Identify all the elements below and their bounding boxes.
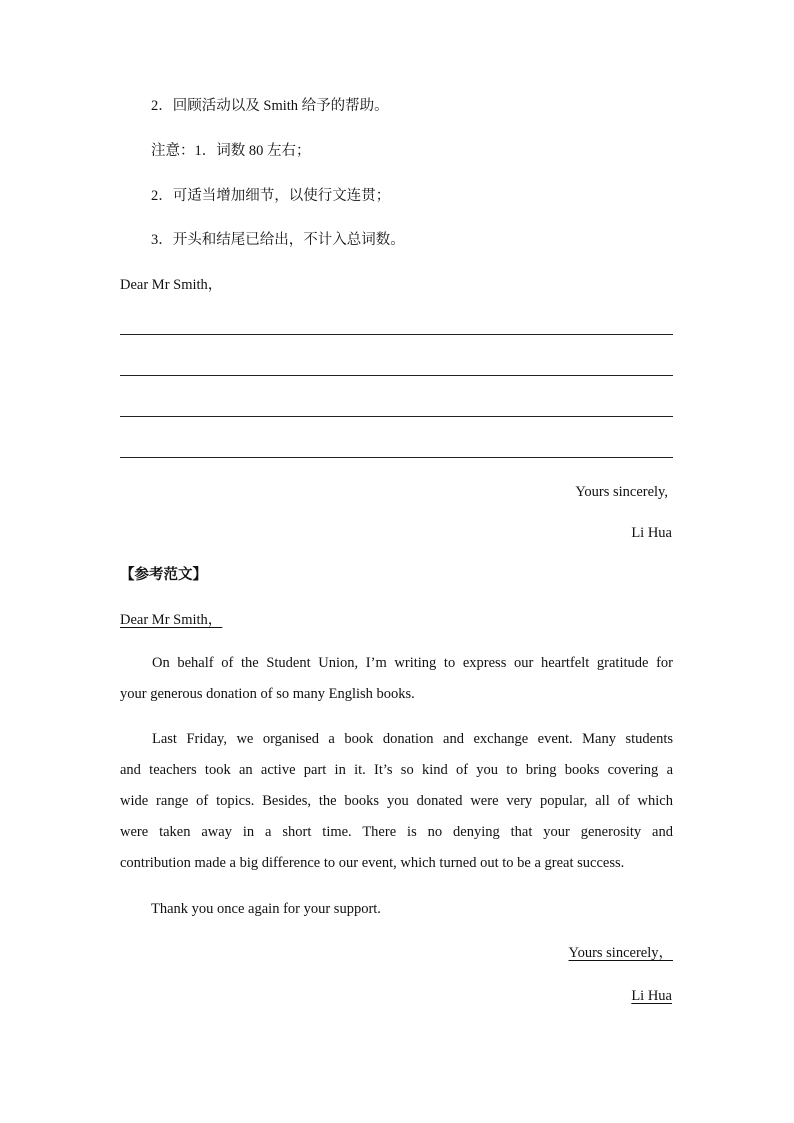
note-add-details: 2．可适当增加细节，以使行文连贯； bbox=[151, 188, 391, 204]
writing-line-4 bbox=[120, 457, 673, 458]
writing-line-1 bbox=[120, 334, 673, 335]
note-word-count: 注意：1．词数 80 左右； bbox=[151, 143, 311, 159]
writing-line-3 bbox=[120, 416, 673, 417]
reference-paragraph-1 bbox=[120, 648, 673, 710]
paragraph-line: contribution made a big difference to our event, which turned out to be a great success. bbox=[120, 855, 625, 871]
reference-paragraph-3: Thank you once again for your support. bbox=[151, 901, 381, 917]
paragraph-line: and teachers took an active part in it. It’s so kind of you to bring books covering a bbox=[120, 762, 673, 778]
template-signature: Li Hua bbox=[631, 525, 672, 541]
paragraph-line: wide range of topics. Besides, the books you donated were very popular, all of which bbox=[120, 793, 673, 809]
paragraph-line: your generous donation of so many English books. bbox=[120, 686, 415, 702]
paragraph-line: On behalf of the Student Union, I’m writing to express our heartfelt gratitude for bbox=[152, 655, 673, 671]
paragraph-line: Last Friday, we organised a book donation and exchange event. Many students bbox=[152, 731, 673, 747]
reference-greeting: Dear Mr Smith， bbox=[120, 612, 223, 628]
reference-signature: Li Hua bbox=[631, 988, 672, 1004]
writing-line-2 bbox=[120, 375, 673, 376]
paragraph-line: were taken away in a short time. There is no denying that your generosity and bbox=[120, 824, 673, 840]
template-closing: Yours sincerely, bbox=[575, 484, 668, 500]
reference-closing: Yours sincerely， bbox=[568, 945, 673, 961]
instruction-item-2: 2．回顾活动以及 Smith 给予的帮助。 bbox=[151, 98, 389, 114]
template-greeting: Dear Mr Smith， bbox=[120, 277, 223, 293]
reference-heading: 【参考范文】 bbox=[120, 567, 207, 583]
note-opening-closing: 3．开头和结尾已给出，不计入总词数。 bbox=[151, 232, 405, 248]
reference-paragraph-2 bbox=[120, 724, 673, 879]
